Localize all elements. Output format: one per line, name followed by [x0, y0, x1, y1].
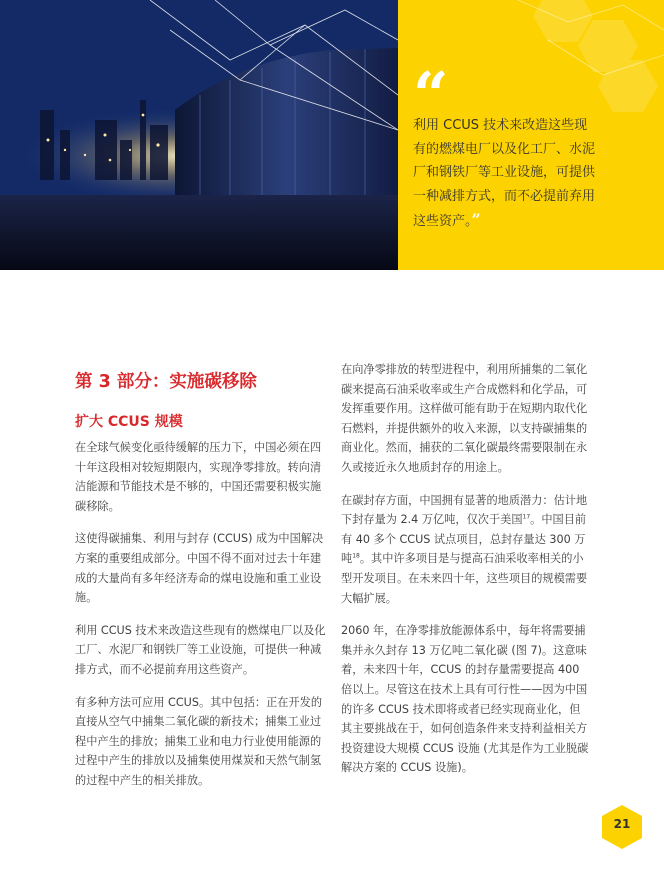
right-column: [341, 360, 589, 791]
pull-quote-panel: [398, 0, 664, 270]
paragraph: 有多种方法可应用 CCUS。其中包括：正在开发的直接从空气中捕集二氧化碳的新技术；捕集工业过程中产生的排放；捕集工业和电力行业使用能源的过程中产生的排放以及捕集使用煤炭和天然气制氢的过程中产生的相关排放。: [75, 695, 323, 787]
paragraph: 在全球气候变化亟待缓解的压力下，中国必须在四十年这段相对较短期限内，实现净零排放。转向清洁能源和节能技术是不够的，中国还需要积极实施碳移除。: [75, 441, 322, 513]
close-quote-icon: ”: [471, 210, 481, 230]
paragraph: 这使得碳捕集、利用与封存 (CCUS) 成为中国解决方案的重要组成部分。中国不得不面对过去十年建成的大量尚有多年经济寿命的煤电设施和重工业设施。: [75, 532, 324, 605]
paragraph-text: 。其中许多项目是与提高石油采收率相关的小型开发项目。在未来四十年，这些项目的规模需要大幅扩展。: [341, 552, 588, 605]
paragraph: 2060 年，在净零排放能源体系中，每年将需要捕集并永久封存 13 万亿吨二氧化碳 (图 7)。这意味着，未来四十年，CCUS 的封存量需要提高 400 倍以上。尽管这在技术上具有可行性——因为中国的许多 CCUS 技术即将或者已经实现商业化，但其主要挑战在于，如何创造条件来支持利益相关方投资建设大规模 CCUS 设施 (尤其是作为工业脱碳解决方案的 CCUS 设施)。: [341, 624, 589, 775]
pull-quote: [413, 114, 598, 234]
paragraph: 利用 CCUS 技术来改造这些现有的燃煤电厂以及化工厂、水泥厂和钢铁厂等工业设施，可提供一种减排方式，而不必提前弃用这些资产。: [75, 623, 326, 676]
left-column: [75, 370, 327, 804]
paragraph: [341, 491, 589, 609]
page-number: 21: [613, 817, 631, 831]
paragraph-text: 。中国目前有 40 多个 CCUS 试点项目，总封存量达 300 万吨: [341, 513, 587, 566]
industrial-plant-photo: [0, 0, 398, 270]
section-title: 第 3 部分：实施碳移除: [75, 372, 257, 392]
paragraph-text: 在碳封存方面，中国拥有显著的地质潜力：估计地下封存量为 2.4 万亿吨，仅次于美国: [341, 493, 588, 527]
footnote-ref[interactable]: 18: [352, 552, 360, 560]
hero-banner: [0, 0, 664, 270]
section-subtitle: 扩大 CCUS 规模: [75, 414, 183, 430]
pull-quote-text: 利用 CCUS 技术来改造这些现有的燃煤电厂以及化工厂、水泥厂和钢铁厂等工业设施，可提供一种减排方式，而不必提前弃用这些资产。: [413, 118, 596, 230]
paragraph: 在向净零排放的转型进程中，利用所捕集的二氧化碳来提高石油采收率或生产合成燃料和化学品，可发挥重要作用。这样做可能有助于在短期内取代化石燃料，并提供额外的收入来源，以支持碳捕集的商业化。然而，捕获的二氧化碳最终需要限制在永久或接近永久地质封存的用途上。: [341, 363, 588, 474]
open-quote-icon: “: [413, 58, 449, 131]
footnote-ref[interactable]: 17: [522, 513, 531, 521]
